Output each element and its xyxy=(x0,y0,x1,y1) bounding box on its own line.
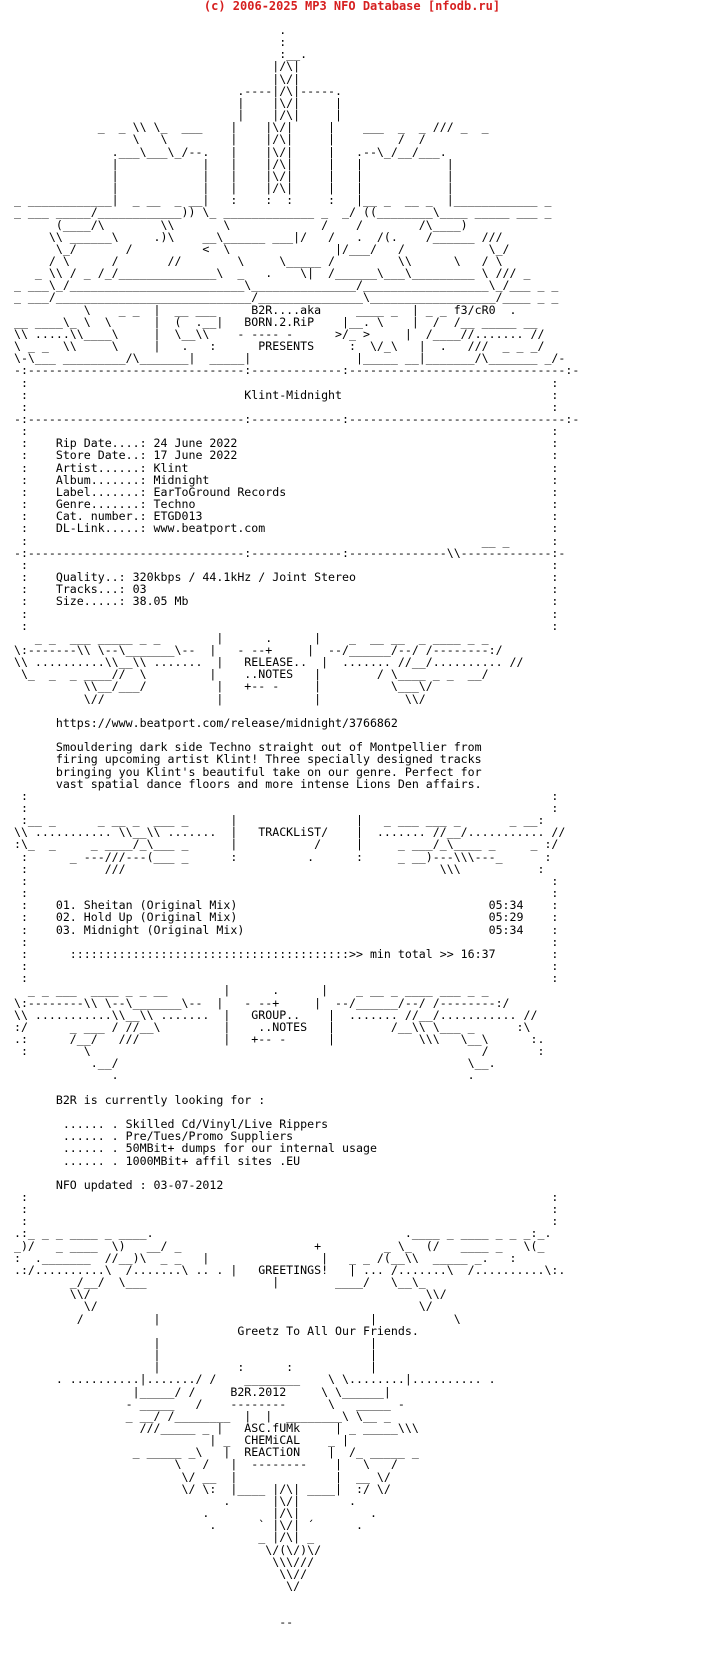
site-copyright-header: (c) 2006-2025 MP3 NFO Database [nfodb.ru] xyxy=(203,0,501,13)
nfo-ascii-art-document: . : :__. |/\| |\/| .----|/\|-----. | |\/| | | |/\| | _ _ \\ \_ ___ | |\/| | ___ _ _ /// _ _ \ \ | |/\| | / / .___\___\_/--. | |\/| | .--\_/__/___. | | | |/\| | | | | | | |\/| | | | | | | |/\| | | | _ ____________| _ __ _ __| : : : : |__ _ __ _ |____________ _ _ ___ _____/____________)) \_ _____________ _ _/ ((________\____ _____ ___ _ (____/\ \\ \ / / /\____) \\ ______\ .)\ __\______ ___|/ / . /(. /______ /// \_/ / < \ |/___/ / \_/ / \ / // \ \_____ / \\ \ / \ _ \\ / _ /_/______________\ _ . \| /______\___\_________ \ /// _ _ ___\_/_________________________\_______________/__________________\_/___ _ _ _ ___/____________________________/_______________\__________________/____ _ _ \ _ _ | __ ___ B2R....aka ____ _ | _ _ f3/cR0 . __ ____\_ \ \ | ( .__| BORN.2.RiP |__. \ | / /__ _____ __ \\ .....\\____\ | \__\\ - ---- - >/_ > | /____//....... // \ _ _ \\ \ | . : PRESENTS : \/_\ | . /// _ _ _/ \-\___ _________/\_______| _____| |_____ __|_______/\_______ _/- -:-------------------------------:-------------:-------------------------------:- : : : Klint-Midnight : : : -:-------------------------------:-------------:-------------------------------:- : : : Rip Date....: 24 June 2022 : : Store Date..: 17 June 2022 : : Artist......: Klint : : Album.......: Midnight : : Label.......: EarToGround Records : : Genre.......: Techno : : Cat. number.: ETGD013 : : DL-Link.....: www.beatport.com : : __ _ : -:-------------------------------:-------------:--------------\\-------------:- : : : Quality..: 320kbps / 44.1kHz / Joint Stereo : : Tracks...: 03 : : Size.....: 38.05 Mb : : : : : _ _ ___ _____ _ _ | . | _ __ __ _ ____ _ _ \:-------\\ \--\_______\-- | - --+ | --/______/--/ /--------:/ \\ ..........\\__\\ ....... | RELEASE.. | ....... //__/.......... // \_ _ _ ____// \ | ..NOTES | / \____ _ _ __/ \\__/___/ | +-- - | \___\/ \// | | \\/ https://www.beatport.com/release/midnight/3766862 Smouldering dark side Techno straight out of Montpellier from firing upcoming artist Klint! Three specially designed tracks bringing you Klint's beautiful take on our genre. Perfect for vast spatial dance floors and more intense Lions Den affairs. : : : : :__ _ _ __ _ ___ _ | | _ ___ ___ _ _ __: \\ ........... \\__\\ ....... | TRACKLiST/ | ....... //__/........... // :\_ _ _ ____/_\___ _ | / | _ ___/_\____ _ _ :/ : _ ---///---(___ _ : . : _ __)---\\\---_ : : /// \\\ : : : : : : 01. Sheitan (Original Mix) 05:34 : : 02. Hold Up (Original Mix) 05:29 : : 03. Midnight (Original Mix) 05:34 : : : : ::::::::::::::::::::::::::::::::::::::::>> min total >> 16:37 : : : : : _ _ ___ ____ _ _ __ | . | _ __ _ ____ ___ _ _ \:--------\\ \--\_______\-- | - --+ | --/______/--/ /--------:/ \\ ...........\\__\\ ....... | GROUP.. | ....... //__/........... // :/ _ ___ / //__\ | ..NOTES | /__\\ \___ _ :\ .: /__/ /// | +-- - | \\\ \__\ :. : \ / : .__/ \__. . . B2R is currently looking for : ...... . Skilled Cd/Vinyl/Live Rippers ...... . Pre/Tues/Promo Suppliers ...... . 50MBit+ dumps for our internal usage ...... . 1000MBit+ affil sites .EU NFO updated : 03-07-2012 : : : : : : .:_ _ _ ____ _ ____. .____ _ ____ _ _ _:_. _)/ _ ____ \) __/ _ + _ \_ (/ ____ _ \(_ : ._______ //__)\ _ _ | | _ _ /(__\\ _____ _. : .:/..........\ /.......\ .. . | GREETINGS! | ... /.......\ /..........\:. _/__/ \___ | ____/ \__\_ \\/ \\/ \/ \/ / | | \ Greetz To All Our Friends. | | | | | : : | . ..........|......./ / ________ \ \........|.......... . |_____/ / B2R.2012 \ \______| - _____ / -------- \ _____ - _ __/ /________ | | ________\ \__ _ ///_____ _ | ASC.fUMk | _ _____\\\ | _ CHEMiCAL _ | _ _____ _\ | REACTiON | /_ _____ _ \ / | -------- | \ / \/ __ | | __ \/ \/ \: |____ |/\| ____| :/ \/ . |\/| . . |/\| . . ` |\/| ´ . _ |/\| _ \/(\/)\/ \\\/// \\// \/ -- xyxy=(13,24,580,1630)
